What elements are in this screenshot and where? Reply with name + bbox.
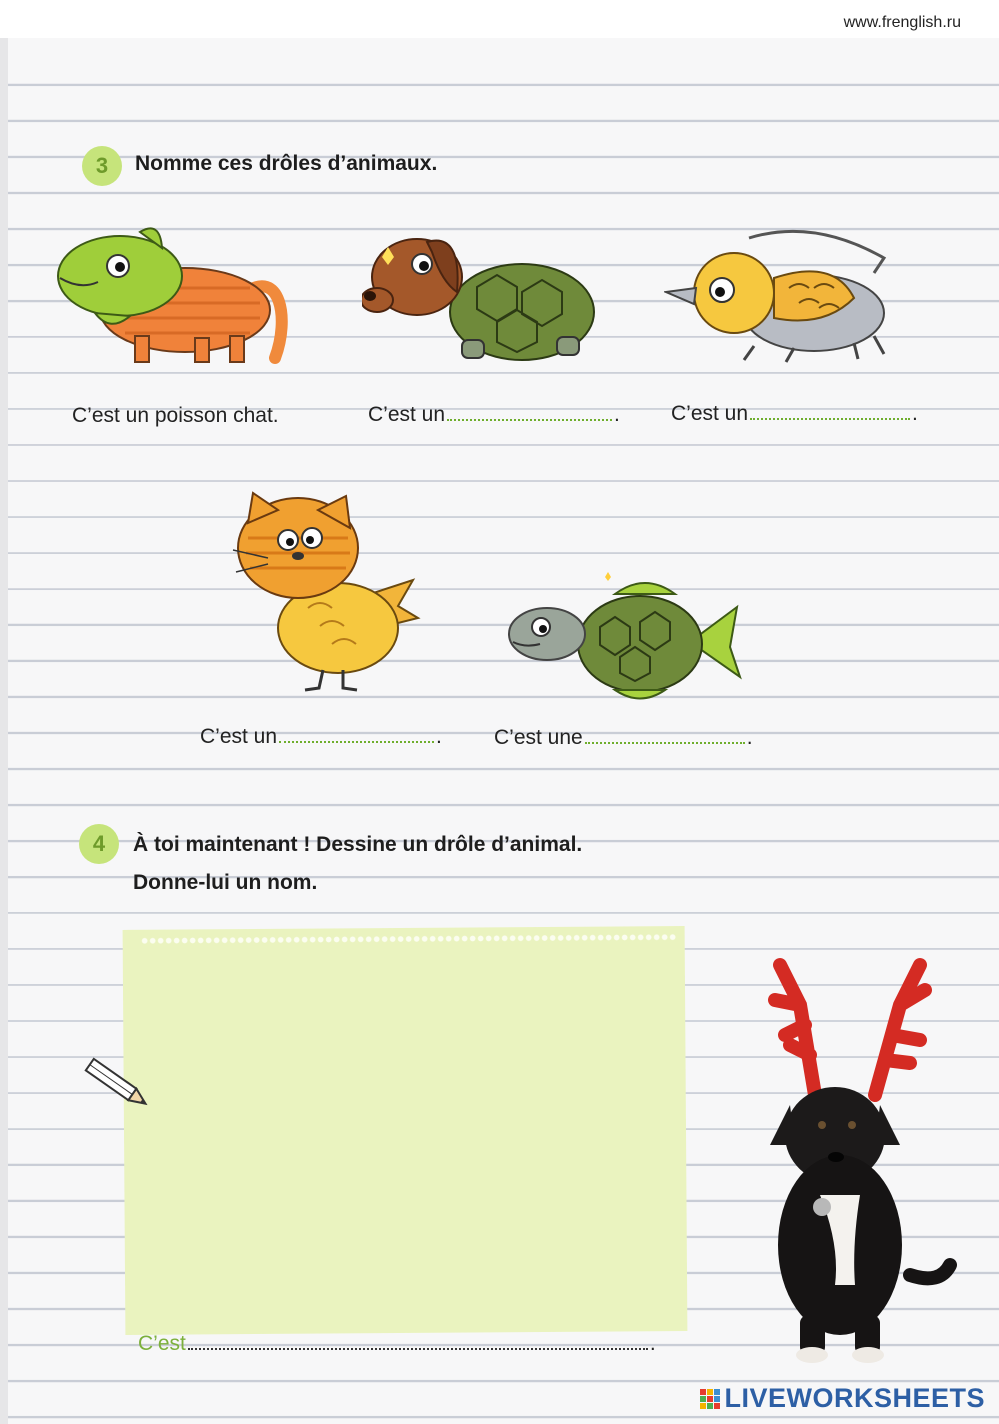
pencil-icon	[76, 1046, 156, 1120]
logo-square	[700, 1403, 706, 1409]
logo-square	[707, 1396, 713, 1402]
caption-bird-mouse: C’est un .	[671, 402, 918, 425]
logo-square	[700, 1389, 706, 1395]
logo-square	[714, 1389, 720, 1395]
exercise-4-number: 4	[79, 824, 119, 864]
logo-square	[714, 1403, 720, 1409]
caption-dog-turtle: C’est un .	[368, 403, 620, 426]
turtle-fish-illustration	[505, 572, 745, 712]
answer-blank[interactable]	[447, 415, 612, 421]
liveworksheets-grid-icon	[700, 1389, 720, 1409]
drawing-area[interactable]	[123, 926, 688, 1335]
fish-cat-illustration	[50, 218, 295, 368]
dog-with-antlers-photo	[760, 945, 960, 1375]
liveworksheets-logo: LIVEWORKSHEETS	[700, 1383, 985, 1414]
site-url: www.frenglish.ru	[843, 14, 961, 31]
exercise-4-answer: C’est .	[138, 1332, 656, 1355]
answer-blank[interactable]	[188, 1344, 648, 1350]
exercise-4-title-line2: Donne-lui un nom.	[133, 871, 318, 894]
answer-blank[interactable]	[279, 737, 434, 743]
notepad-perforation	[141, 932, 677, 946]
exercise-4-title-line1: À toi maintenant ! Dessine un drôle d’animal.	[133, 833, 583, 856]
logo-square	[700, 1396, 706, 1402]
caption-cat-bird: C’est un .	[200, 725, 442, 748]
bird-mouse-illustration	[664, 218, 894, 368]
cat-bird-illustration	[228, 488, 423, 693]
logo-square	[714, 1396, 720, 1402]
exercise-3-title: Nomme ces drôles d’animaux.	[135, 152, 438, 175]
dog-turtle-illustration	[362, 222, 602, 372]
answer-blank[interactable]	[750, 414, 910, 420]
caption-fish-cat: C’est un poisson chat.	[72, 404, 279, 427]
exercise-3-number: 3	[82, 146, 122, 186]
answer-blank[interactable]	[585, 738, 745, 744]
logo-square	[707, 1403, 713, 1409]
caption-turtle-fish: C’est une .	[494, 726, 753, 749]
logo-square	[707, 1389, 713, 1395]
